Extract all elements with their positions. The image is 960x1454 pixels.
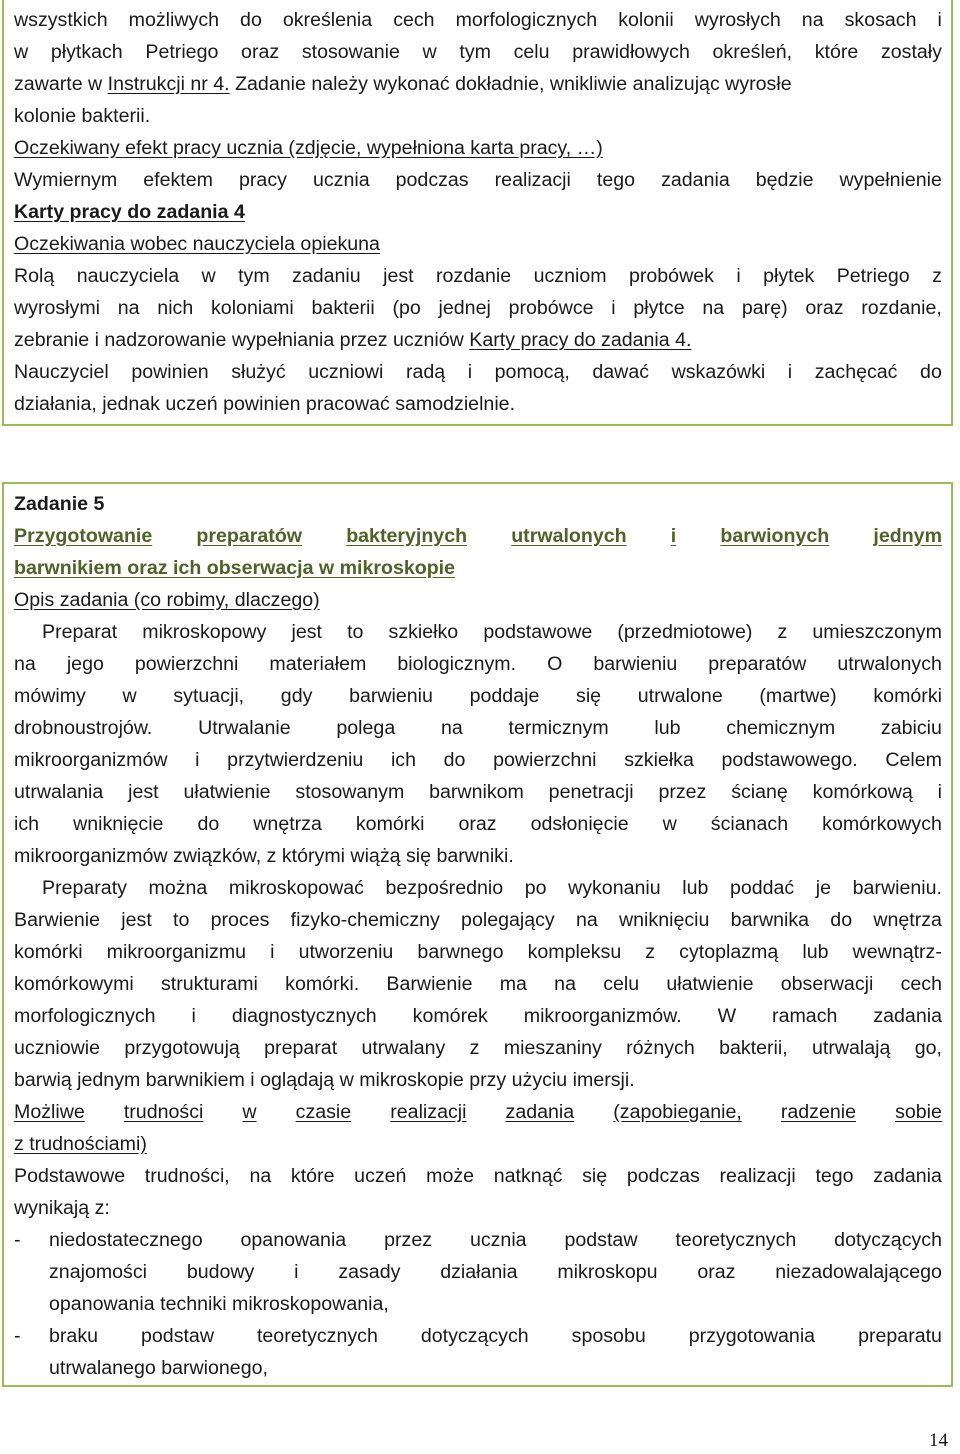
- text-line: utrwalania jest ułatwienie stosowanym barwnikom penetracji przez ścianę komórkową i: [14, 781, 942, 803]
- text-line: mikroorganizmów związków, z którymi wiążą się barwniki.: [14, 845, 514, 867]
- text-line: uczniowie przygotowują preparat utrwalany z mieszaniny różnych bakterii, utrwalają go,: [14, 1037, 942, 1059]
- text-line: opanowania techniki mikroskopowania,: [49, 1293, 389, 1315]
- text-line: braku podstaw teoretycznych dotyczących sposobu przygotowania preparatu: [49, 1325, 942, 1347]
- text-line: niedostatecznego opanowania przez ucznia podstaw teoretycznych dotyczących: [49, 1229, 942, 1251]
- text-line: wszystkich możliwych do określenia cech morfologicznych kolonii wyrosłych na skosach i: [14, 9, 942, 31]
- difficulties-heading-line2: z trudnościami): [14, 1133, 147, 1155]
- worksheet-reference: Karty pracy do zadania 4: [14, 201, 245, 223]
- difficulties-heading-line1: Możliwe trudności w czasie realizacji zadania (zapobieganie, radzenie sobie: [14, 1101, 942, 1123]
- task5-title-line2: barwnikiem oraz ich obserwacja w mikroskopie: [14, 557, 456, 579]
- text-line: zawarte w Instrukcji nr 4. Zadanie należy wykonać dokładnie, wnikliwie analizując wyrosłe: [14, 73, 792, 95]
- text-line: morfologicznych i diagnostycznych komórek mikroorganizmów. W ramach zadania: [14, 1005, 942, 1027]
- text-line: wyrosłymi na nich koloniami bakterii (po jednej probówce i płytce na parę) oraz rozdanie,: [14, 297, 942, 319]
- text-line: Barwienie jest to proces fizyko-chemiczny polegający na wniknięciu barwnika do wnętrza: [14, 909, 942, 931]
- text-line: wynikają z:: [14, 1197, 110, 1219]
- task-description-heading: Opis zadania (co robimy, dlaczego): [14, 589, 320, 611]
- text-line: Preparat mikroskopowy jest to szkiełko podstawowe (przedmiotowe) z umieszczonym: [42, 621, 942, 643]
- bullet-dash: -: [14, 1325, 21, 1347]
- text-line: Wymiernym efektem pracy ucznia podczas realizacji tego zadania będzie wypełnienie: [14, 169, 942, 191]
- text-line: Nauczyciel powinien służyć uczniowi radą i pomocą, dawać wskazówki i zachęcać do: [14, 361, 942, 383]
- text-line: w płytkach Petriego oraz stosowanie w tym celu prawidłowych określeń, które zostały: [14, 41, 942, 63]
- text-line: komórki mikroorganizmu i utworzeniu barwnego kompleksu z cytoplazmą lub wewnątrz-: [14, 941, 942, 963]
- text-line: Preparaty można mikroskopować bezpośrednio po wykonaniu lub poddać je barwieniu.: [42, 877, 942, 899]
- text-line: Rolą nauczyciela w tym zadaniu jest rozdanie uczniom probówek i płytek Petriego z: [14, 265, 942, 287]
- text-line: zebranie i nadzorowanie wypełniania przez uczniów Karty pracy do zadania 4.: [14, 329, 692, 351]
- text-line: drobnoustrojów. Utrwalanie polega na termicznym lub chemicznym zabiciu: [14, 717, 942, 739]
- text-line: Podstawowe trudności, na które uczeń może natknąć się podczas realizacji tego zadania: [14, 1165, 942, 1187]
- text-line: barwią jednym barwnikiem i oglądają w mikroskopie przy użyciu imersji.: [14, 1069, 635, 1091]
- bullet-dash: -: [14, 1229, 21, 1251]
- text-line: działania, jednak uczeń powinien pracować samodzielnie.: [14, 393, 516, 415]
- text-line: mówimy w sytuacji, gdy barwieniu poddaje się utrwalone (martwe) komórki: [14, 685, 942, 707]
- text-line: komórkowymi strukturami komórki. Barwienie ma na celu ułatwienie obserwacji cech: [14, 973, 942, 995]
- text-line: ich wniknięcie do wnętrza komórki oraz odsłonięcie w ścianach komórkowych: [14, 813, 942, 835]
- text-line: utrwalanego barwionego,: [49, 1357, 268, 1379]
- text-line: znajomości budowy i zasady działania mikroskopu oraz niezadowalającego: [49, 1261, 942, 1283]
- task5-title-line1: Przygotowanie preparatów bakteryjnych utrwalonych i barwionych jednym: [14, 525, 942, 547]
- text-line: kolonie bakterii.: [14, 105, 151, 127]
- instruction-link[interactable]: Instrukcji nr 4.: [107, 73, 230, 95]
- text-line: na jego powierzchni materiałem biologicznym. O barwieniu preparatów utrwalonych: [14, 653, 942, 675]
- page-number: 14: [929, 1430, 948, 1451]
- task5-heading: Zadanie 5: [14, 493, 105, 515]
- expected-effect-heading: Oczekiwany efekt pracy ucznia (zdjęcie, wypełniona karta pracy, …): [14, 137, 603, 159]
- teacher-expectations-heading: Oczekiwania wobec nauczyciela opiekuna: [14, 233, 380, 255]
- text-line: mikroorganizmów i przytwierdzeniu ich do powierzchni szkiełka podstawowego. Celem: [14, 749, 942, 771]
- worksheet-link[interactable]: Karty pracy do zadania 4.: [469, 329, 692, 351]
